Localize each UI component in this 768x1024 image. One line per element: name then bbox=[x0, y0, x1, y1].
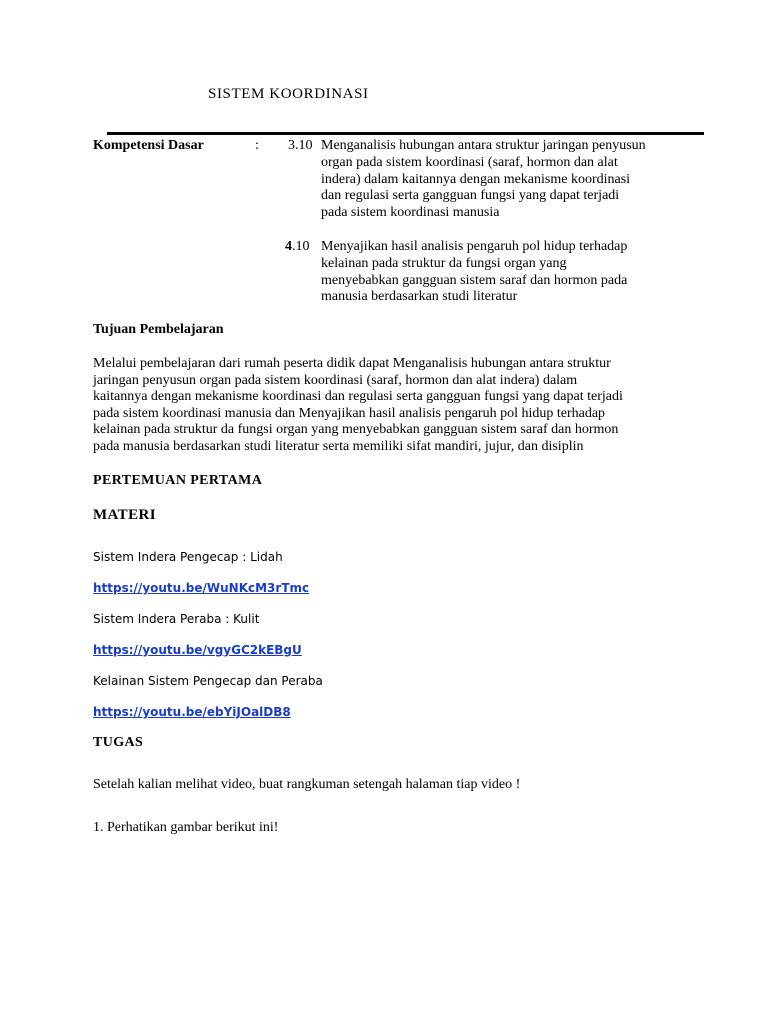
kd-item-number: 3.10 bbox=[288, 138, 313, 153]
kd-item-text bbox=[321, 239, 627, 306]
materi-heading: MATERI bbox=[93, 507, 156, 523]
materi-item-link[interactable]: https://youtu.be/ebYiJOalDB8 bbox=[93, 705, 291, 719]
pertemuan-heading: PERTEMUAN PERTAMA bbox=[93, 473, 263, 488]
kd-item-line: indera) dalam kaitannya dengan mekanisme koordinasi bbox=[321, 171, 631, 187]
tujuan-line: kaitannya dengan mekanisme koordinasi dan regulasi serta gangguan fungsi yang dapat terjadi bbox=[93, 389, 623, 405]
tujuan-line: pada manusia berdasarkan studi literatur serta memiliki sifat mandiri, jujur, dan disiplin bbox=[93, 438, 584, 454]
kd-item-text bbox=[321, 138, 646, 222]
kd-item-line: Menyajikan hasil analisis pengaruh pol hidup terhadap bbox=[321, 239, 628, 254]
tujuan-line: kelainan pada struktur da fungsi organ yang menyebabkan gangguan sistem saraf dan hormon bbox=[93, 422, 619, 438]
tugas-heading: TUGAS bbox=[93, 735, 144, 750]
kd-item-line: dan regulasi serta gangguan fungsi yang dapat terjadi bbox=[321, 188, 620, 204]
materi-item-link[interactable]: https://youtu.be/vgyGC2kEBgU bbox=[93, 643, 302, 657]
materi-item-label: Kelainan Sistem Pengecap dan Peraba bbox=[93, 674, 323, 688]
question-item: 1. Perhatikan gambar berikut ini! bbox=[93, 820, 279, 835]
kd-item-number-bold: 4 bbox=[285, 239, 292, 254]
tujuan-line: pada sistem koordinasi manusia dan Menyajikan hasil analisis pengaruh pol hidup terhadap bbox=[93, 405, 606, 421]
title-divider bbox=[107, 132, 704, 135]
tujuan-line: jaringan penyusun organ pada sistem koordinasi (saraf, hormon dan alat indera) dalam bbox=[93, 372, 578, 388]
kd-item-line: pada sistem koordinasi manusia bbox=[321, 205, 500, 221]
materi-item-label: Sistem Indera Peraba : Kulit bbox=[93, 612, 260, 626]
tugas-instruction: Setelah kalian melihat video, buat rangkuman setengah halaman tiap video ! bbox=[93, 777, 521, 792]
tujuan-heading: Tujuan Pembelajaran bbox=[93, 322, 224, 337]
kompetensi-dasar-colon: : bbox=[255, 138, 259, 153]
kompetensi-dasar-label: Kompetensi Dasar bbox=[93, 138, 204, 153]
kd-item-line: menyebabkan gangguan sistem saraf dan hormon pada bbox=[321, 272, 628, 288]
kd-item-line: Menganalisis hubungan antara struktur jaringan penyusun bbox=[321, 138, 646, 153]
page-title: SISTEM KOORDINASI bbox=[208, 86, 369, 102]
kd-item-line: kelainan pada struktur da fungsi organ yang bbox=[321, 255, 567, 271]
tujuan-line: Melalui pembelajaran dari rumah peserta didik dapat Menganalisis hubungan antara struktur bbox=[93, 356, 611, 371]
kd-item-line: manusia berdasarkan studi literatur bbox=[321, 289, 518, 305]
tujuan-paragraph bbox=[93, 356, 623, 456]
kd-item-number bbox=[285, 239, 310, 255]
kd-item-number-rest: .10 bbox=[292, 239, 310, 254]
materi-item-label: Sistem Indera Pengecap : Lidah bbox=[93, 550, 283, 564]
materi-item-link[interactable]: https://youtu.be/WuNKcM3rTmc bbox=[93, 581, 310, 595]
kd-item-line: organ pada sistem koordinasi (saraf, hormon dan alat bbox=[321, 154, 618, 170]
